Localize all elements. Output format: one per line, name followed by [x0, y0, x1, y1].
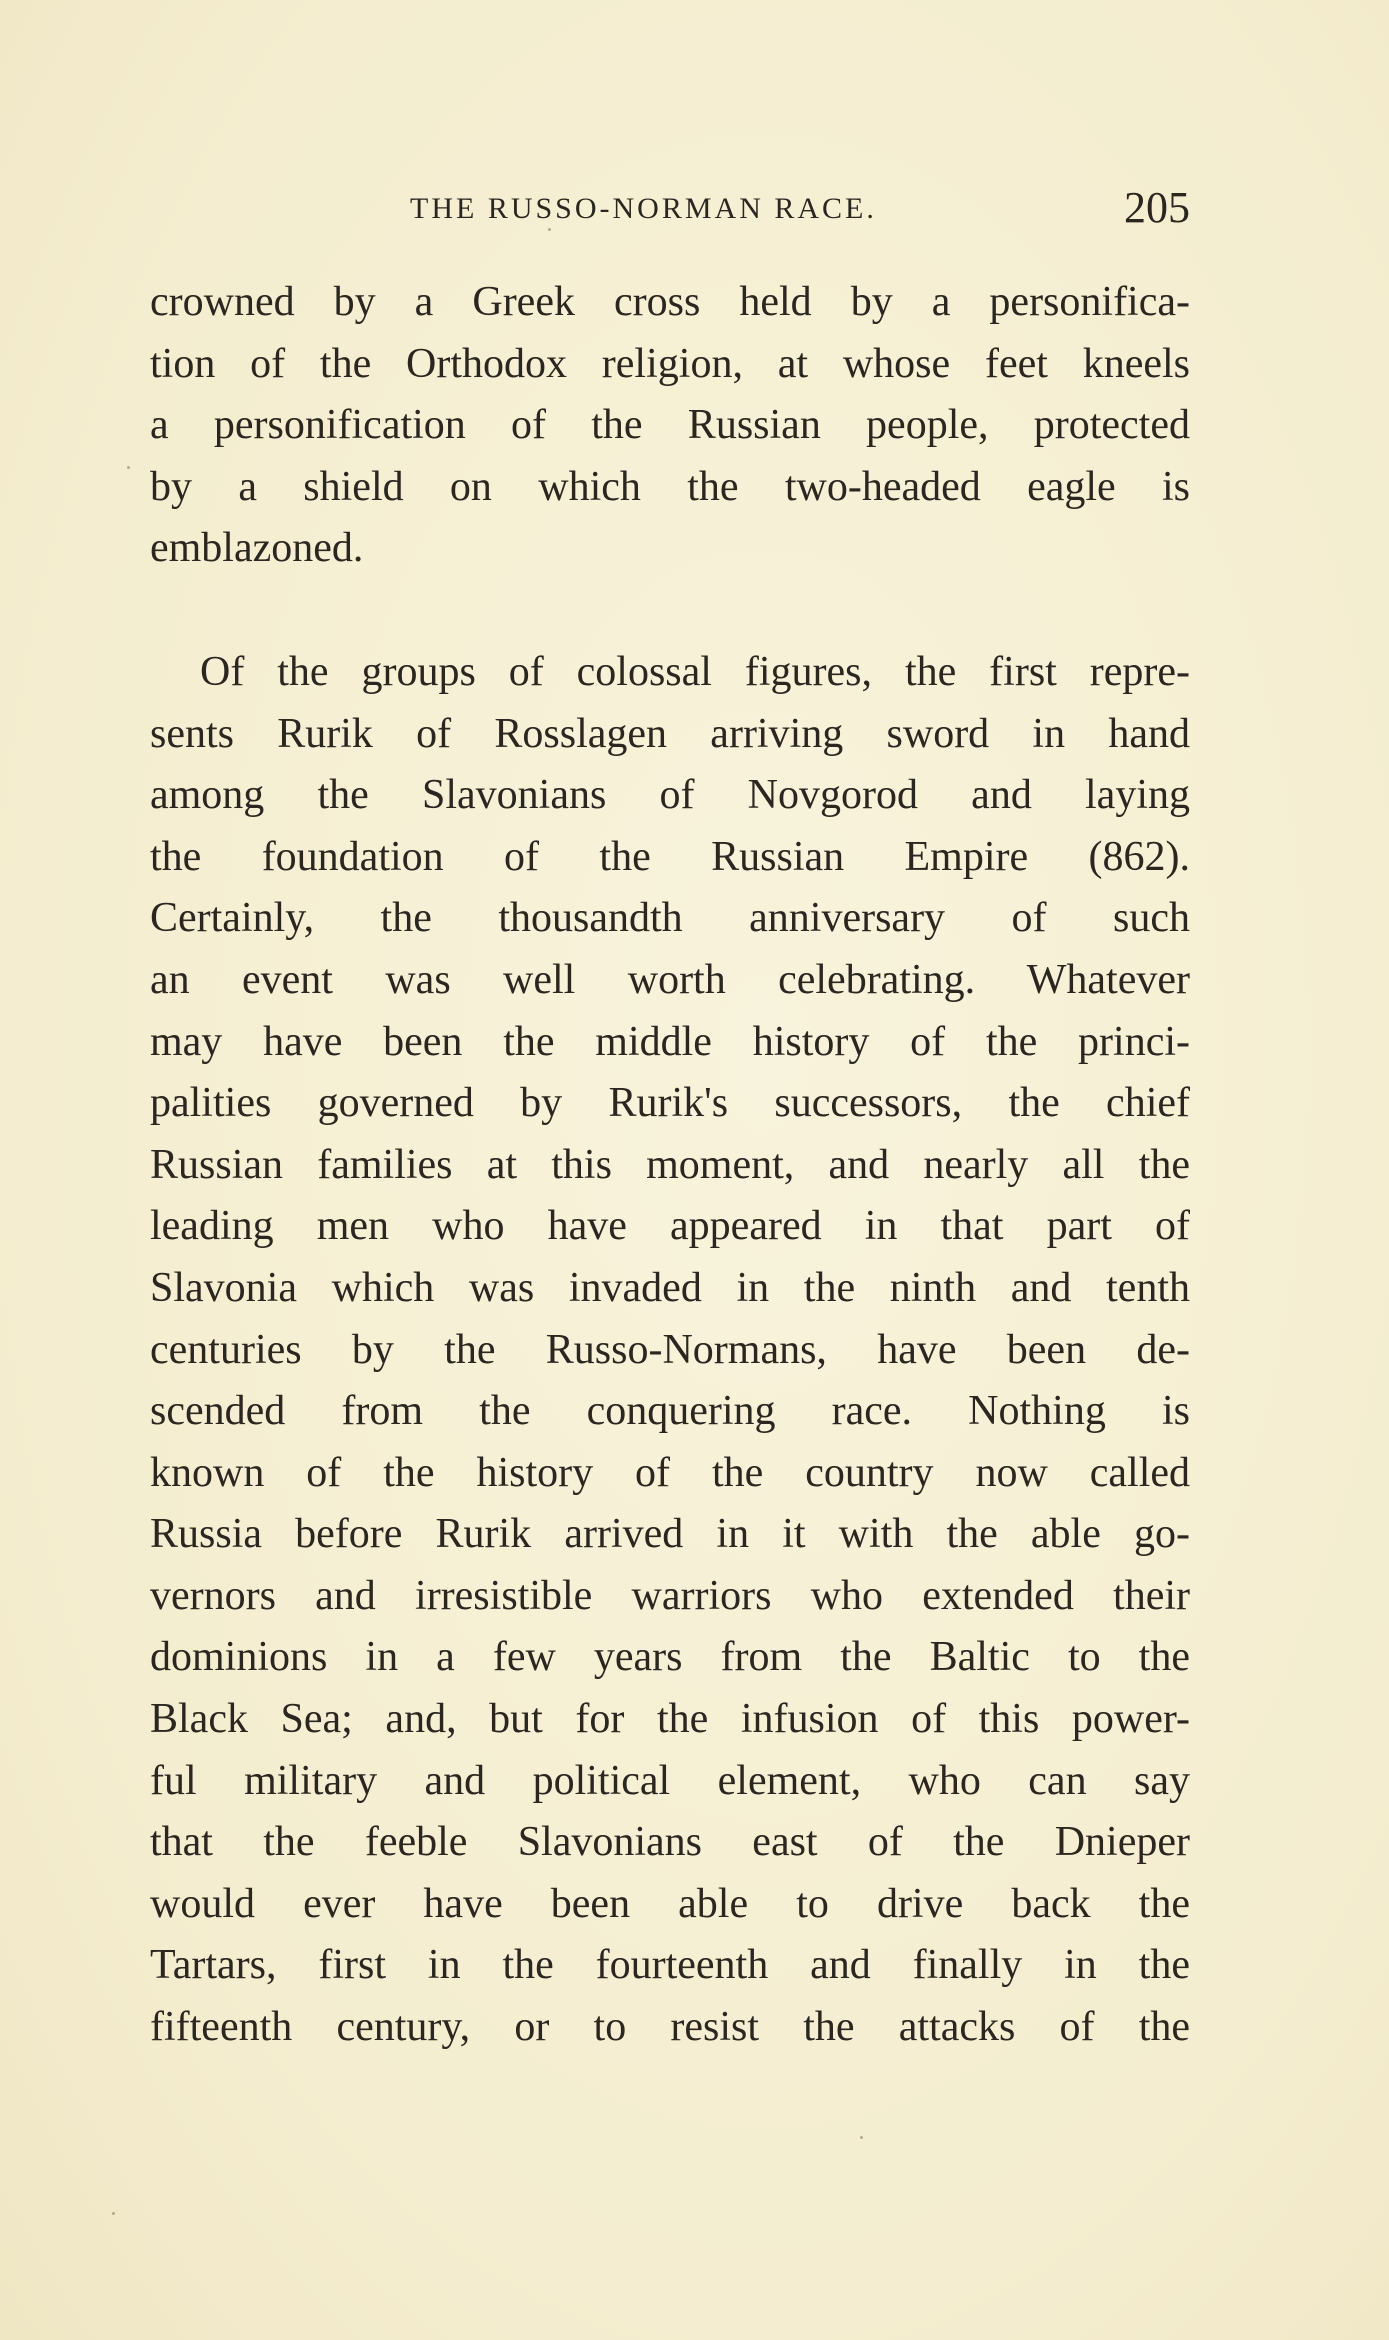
paragraph-gap	[150, 580, 1190, 642]
body-text	[150, 272, 1190, 2059]
running-title: THE RUSSO-NORMAN RACE.	[410, 192, 877, 225]
text-line: an event was well worth celebrating. Whatever	[150, 956, 1190, 1003]
text-line: fifteenth century, or to resist the attacks of the	[150, 2004, 1190, 2051]
paragraph	[150, 642, 1190, 2059]
text-line: sents Rurik of Rosslagen arriving sword in hand	[150, 710, 1190, 757]
text-line: leading men who have appeared in that part of	[150, 1203, 1190, 1250]
text-line: that the feeble Slavonians east of the Dnieper	[150, 1819, 1190, 1866]
text-line: by a shield on which the two-headed eagle is	[150, 463, 1190, 510]
text-line: palities governed by Rurik's successors, the chief	[150, 1080, 1190, 1127]
running-header	[150, 182, 1190, 242]
text-line: scended from the conquering race. Nothing is	[150, 1388, 1190, 1435]
text-line: among the Slavonians of Novgorod and laying	[150, 772, 1190, 819]
paper-speck	[860, 2136, 863, 2139]
text-line: tion of the Orthodox religion, at whose feet kneels	[150, 340, 1190, 387]
text-line: Slavonia which was invaded in the ninth and tenth	[150, 1264, 1190, 1311]
text-line: ful military and political element, who can say	[150, 1757, 1190, 1804]
text-line: Tartars, first in the fourteenth and finally in the	[150, 1942, 1190, 1989]
text-line: Of the groups of colossal figures, the first repre-	[200, 648, 1190, 695]
text-line: the foundation of the Russian Empire (862).	[150, 833, 1190, 880]
paper-speck	[127, 466, 130, 469]
text-line: emblazoned.	[150, 525, 364, 572]
text-line: known of the history of the country now called	[150, 1449, 1190, 1496]
text-line: may have been the middle history of the princi-	[150, 1018, 1190, 1065]
text-line: dominions in a few years from the Baltic to the	[150, 1634, 1190, 1681]
text-line: a personification of the Russian people, protected	[150, 402, 1190, 449]
paper-speck	[548, 228, 551, 231]
paper-speck	[112, 2212, 115, 2215]
text-line: crowned by a Greek cross held by a personifica-	[150, 279, 1190, 325]
text-line: would ever have been able to drive back the	[150, 1880, 1190, 1927]
text-line: Black Sea; and, but for the infusion of this power-	[150, 1696, 1190, 1743]
page-number: 205	[1124, 183, 1190, 232]
text-line: centuries by the Russo-Normans, have been de-	[150, 1326, 1190, 1373]
text-line: Certainly, the thousandth anniversary of such	[150, 895, 1190, 942]
text-line: Russia before Rurik arrived in it with the able go-	[150, 1511, 1190, 1558]
text-line: Russian families at this moment, and nearly all the	[150, 1141, 1190, 1188]
paragraph	[150, 272, 1190, 580]
text-line: vernors and irresistible warriors who extended their	[150, 1572, 1190, 1619]
